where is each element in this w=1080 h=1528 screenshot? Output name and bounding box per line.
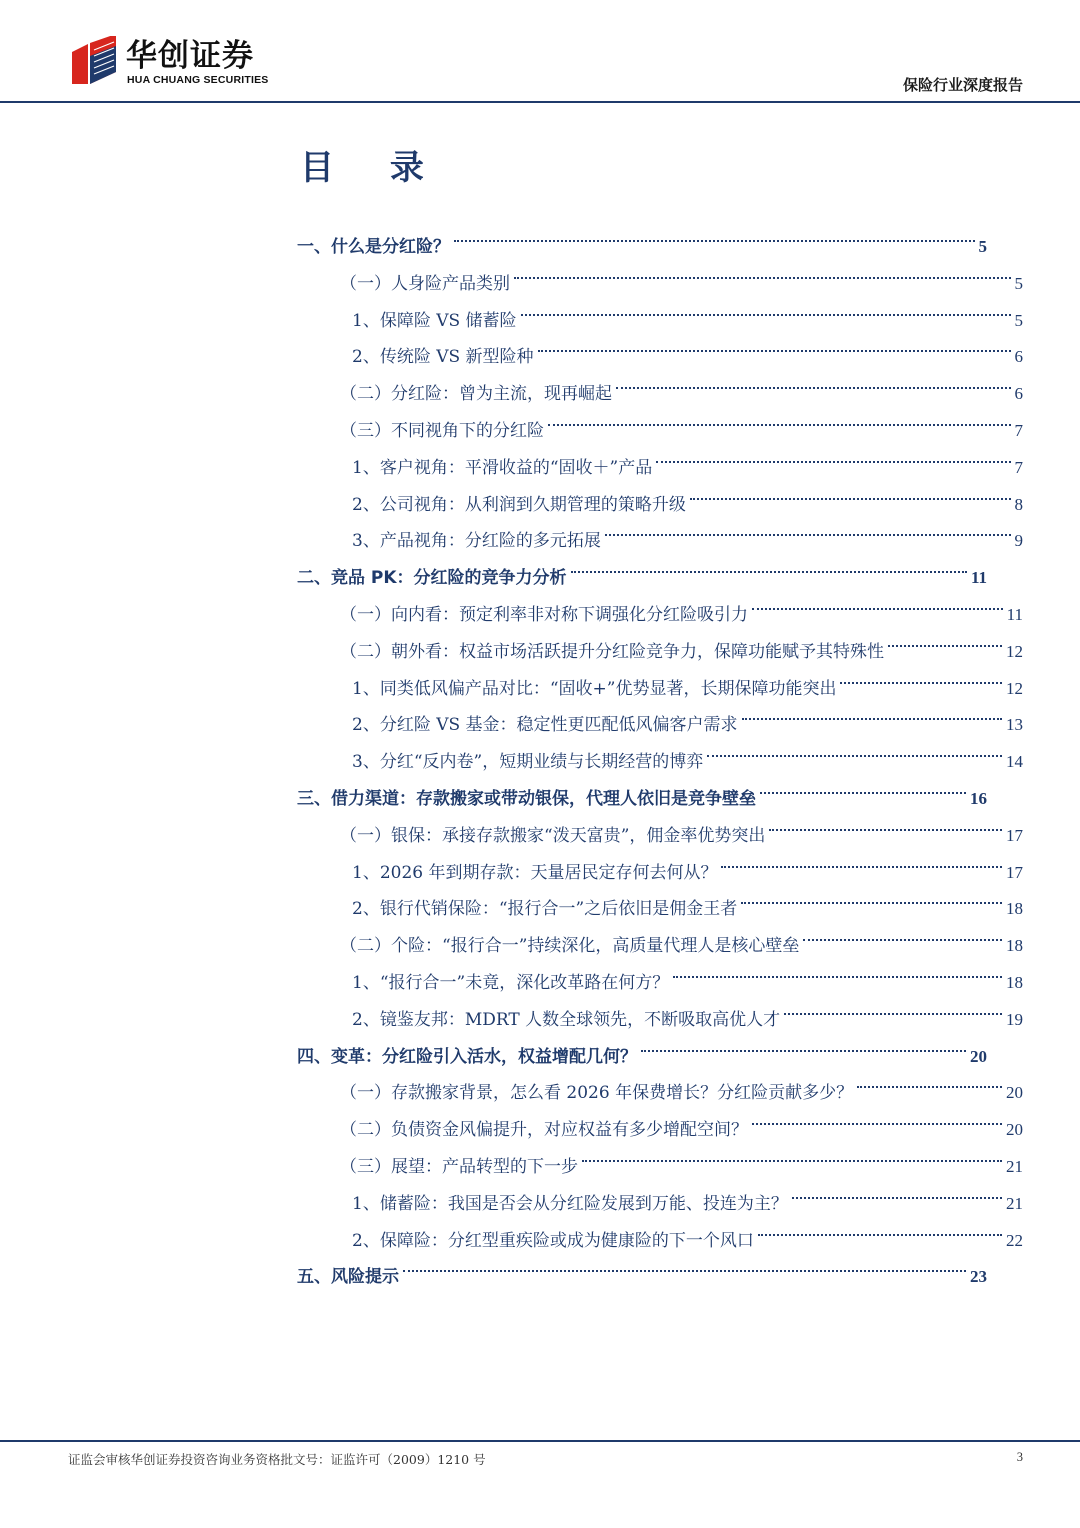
- toc-entry-page: 11: [970, 568, 987, 588]
- toc-entry-page: 6: [1014, 347, 1023, 367]
- toc-entry[interactable]: [340, 1062, 1023, 1104]
- toc-leader-dots: [760, 768, 966, 804]
- toc-leader-dots: [742, 694, 1002, 730]
- toc-entry-page: 6: [1014, 384, 1023, 404]
- toc-entry-label: （二）分红险：曾为主流，现再崛起: [340, 384, 612, 405]
- toc-entry-page: 13: [1006, 715, 1023, 735]
- company-logo: [68, 36, 288, 92]
- toc-entry-label: 2、分红险 VS 基金：稳定性更匹配低风偏客户需求: [352, 715, 738, 736]
- toc-entry[interactable]: [352, 878, 1023, 920]
- toc-entry-page: 21: [1006, 1193, 1023, 1213]
- toc-entry-page: 19: [1006, 1009, 1023, 1029]
- header-divider: [0, 101, 1080, 103]
- toc-entry-label: 1、同类低风偏产品对比：“固收+”优势显著，长期保障功能突出: [352, 678, 837, 699]
- toc-entry[interactable]: [340, 915, 1023, 957]
- toc-entry-label: 三、借力渠道：存款搬家或带动银保，代理人依旧是竞争壁垒: [297, 789, 756, 809]
- toc-entry-label: 3、产品视角：分红险的多元拓展: [352, 531, 601, 552]
- toc-entry-label: 二、竞品 PK：分红险的竞争力分析: [297, 568, 567, 589]
- toc-entry-page: 18: [1006, 973, 1023, 992]
- toc-entry[interactable]: [352, 474, 1023, 515]
- toc-leader-dots: [721, 842, 1002, 878]
- toc-entry-page: 8: [1014, 494, 1023, 514]
- toc-entry[interactable]: [340, 400, 1023, 441]
- report-type: 保险行业深度报告: [902, 76, 1023, 94]
- toc-entry-label: 五、风险提示: [297, 1267, 399, 1288]
- toc-entry-label: （三）展望：产品转型的下一步: [340, 1157, 578, 1177]
- toc-entry-label: （二）负债资金风偏提升，对应权益有多少增配空间？: [340, 1120, 748, 1141]
- toc-entry[interactable]: [352, 658, 1023, 699]
- toc-entry-page: 18: [1006, 899, 1023, 919]
- footer-divider: [0, 1440, 1080, 1442]
- toc-entry-page: 9: [1014, 531, 1023, 551]
- toc-entry-label: 四、变革：分红险引入活水，权益增配几何？: [297, 1046, 637, 1067]
- toc-entry-page: 17: [1006, 862, 1023, 882]
- toc-entry-page: 12: [1006, 678, 1023, 698]
- toc-entry-label: 3、分红“反内卷”，短期业绩与长期经营的博弈: [352, 752, 704, 773]
- logo-english-name: HUA CHUANG SECURITIES: [127, 74, 269, 86]
- toc-leader-dots: [521, 290, 1011, 326]
- toc-entry[interactable]: [352, 842, 1023, 883]
- toc-entry[interactable]: [297, 216, 987, 257]
- toc-leader-dots: [690, 474, 1011, 510]
- toc-entry[interactable]: [340, 1099, 1023, 1141]
- toc-entry-page: 18: [1006, 936, 1023, 956]
- toc-entry[interactable]: [340, 253, 1023, 294]
- toc-leader-dots: [707, 731, 1002, 767]
- toc-entry[interactable]: [352, 437, 1023, 478]
- toc-entry-label: （一）向内看：预定利率非对称下调强化分红险吸引力: [340, 605, 748, 625]
- toc-leader-dots: [741, 878, 1002, 914]
- toc-entry[interactable]: [297, 1246, 987, 1288]
- toc-entry-page: 22: [1006, 1230, 1023, 1250]
- toc-entry[interactable]: [340, 1136, 1023, 1177]
- toc-leader-dots: [605, 510, 1011, 546]
- toc-entry[interactable]: [340, 805, 1023, 846]
- toc-entry[interactable]: [352, 1173, 1023, 1214]
- toc-entry-label: 1、保障险 VS 储蓄险: [352, 310, 517, 331]
- toc-entry[interactable]: [352, 510, 1023, 552]
- toc-entry-label: （一）人身险产品类别: [340, 273, 510, 294]
- toc-leader-dots: [454, 216, 975, 252]
- toc-entry[interactable]: [297, 1026, 987, 1067]
- toc-leader-dots: [641, 1026, 966, 1062]
- toc-entry[interactable]: [352, 731, 1023, 773]
- toc-leader-dots: [857, 1062, 1002, 1098]
- toc-leader-dots: [769, 805, 1002, 841]
- toc-leader-dots: [538, 326, 1011, 362]
- toc-title: 目 录: [300, 148, 446, 188]
- toc-entry-label: 2、镜鉴友邦：MDRT 人数全球领先，不断吸取高优人才: [352, 1009, 781, 1030]
- toc-entry[interactable]: [340, 363, 1023, 405]
- toc-leader-dots: [784, 989, 1002, 1025]
- toc-entry-label: （三）不同视角下的分红险: [340, 421, 544, 441]
- logo-chinese-name: 华创证券: [126, 38, 254, 74]
- toc-leader-dots: [548, 400, 1011, 436]
- toc-entry-label: 2、公司视角：从利润到久期管理的策略升级: [352, 494, 686, 515]
- toc-entry-label: （一）银保：承接存款搬家“泼天富贵”，佣金率优势突出: [340, 825, 766, 846]
- toc-leader-dots: [673, 952, 1002, 988]
- toc-entry[interactable]: [352, 1210, 1023, 1251]
- toc-entry[interactable]: [352, 290, 1023, 331]
- logo-mark-icon: [68, 36, 120, 88]
- toc-entry[interactable]: [352, 694, 1023, 736]
- toc-entry-page: 16: [970, 789, 987, 808]
- toc-entry[interactable]: [352, 989, 1023, 1030]
- toc-entry-page: 20: [1006, 1083, 1023, 1103]
- toc-entry-page: 21: [1006, 1157, 1023, 1176]
- toc-leader-dots: [792, 1173, 1002, 1209]
- toc-entry-page: 5: [1014, 310, 1023, 330]
- toc-entry-page: 23: [970, 1267, 987, 1287]
- toc-leader-dots: [840, 658, 1002, 694]
- toc-leader-dots: [752, 584, 1003, 620]
- toc-entry-label: 1、客户视角：平滑收益的“固收＋”产品: [352, 457, 653, 478]
- toc-entry-label: 1、储蓄险：我国是否会从分红险发展到万能、投连为主？: [352, 1193, 788, 1214]
- toc-entry-label: 2、保障险：分红型重疾险或成为健康险的下一个风口: [352, 1230, 754, 1251]
- toc-leader-dots: [803, 915, 1002, 951]
- toc-leader-dots: [514, 253, 1011, 289]
- toc-entry-label: 2、传统险 VS 新型险种: [352, 347, 534, 368]
- toc-entry-label: （二）个险：“报行合一”持续深化，高质量代理人是核心壁垒: [340, 936, 800, 957]
- toc-entry-page: 20: [1006, 1120, 1023, 1140]
- toc-entry-label: （一）存款搬家背景，怎么看 2026 年保费增长？分红险贡献多少？: [340, 1083, 854, 1104]
- page-header: [0, 0, 1080, 104]
- toc-entry-page: 5: [978, 237, 987, 256]
- toc-leader-dots: [403, 1246, 966, 1282]
- toc-leader-dots: [582, 1136, 1002, 1172]
- toc-entry-label: 1、“报行合一”未竟，深化改革路在何方？: [352, 973, 670, 993]
- toc-entry-page: 20: [970, 1046, 987, 1066]
- toc-leader-dots: [888, 621, 1002, 657]
- toc-leader-dots: [752, 1099, 1002, 1135]
- toc-entry[interactable]: [352, 326, 1023, 368]
- page-number: 3: [1016, 1450, 1023, 1464]
- footer-license: 证监会审核华创证券投资咨询业务资格批文号：证监许可（2009）1210 号: [68, 1452, 486, 1467]
- toc-leader-dots: [758, 1210, 1002, 1246]
- toc-entry-label: 2、银行代销保险：“报行合一”之后依旧是佣金王者: [352, 899, 738, 920]
- toc-leader-dots: [616, 363, 1011, 399]
- toc-entry-page: 17: [1006, 825, 1023, 845]
- toc-entry[interactable]: [340, 584, 1023, 625]
- toc-entry[interactable]: [297, 547, 987, 589]
- toc-entry-label: 1、2026 年到期存款：天量居民定存何去何从？: [352, 862, 718, 883]
- toc-entry[interactable]: [352, 952, 1023, 993]
- toc-entry-page: 7: [1014, 421, 1023, 440]
- toc-entry-page: 14: [1006, 752, 1023, 772]
- toc-entry[interactable]: [297, 768, 987, 809]
- toc-entry-page: 7: [1014, 457, 1023, 477]
- toc-leader-dots: [656, 437, 1010, 473]
- toc-entry-page: 11: [1006, 605, 1023, 624]
- toc-leader-dots: [571, 547, 967, 583]
- toc-entry-label: （二）朝外看：权益市场活跃提升分红险竞争力，保障功能赋予其特殊性: [340, 641, 884, 662]
- toc-entry-page: 5: [1014, 273, 1023, 293]
- toc-entry-page: 12: [1006, 641, 1023, 661]
- toc-entry-label: 一、什么是分红险？: [297, 237, 450, 257]
- toc-entry[interactable]: [340, 621, 1023, 662]
